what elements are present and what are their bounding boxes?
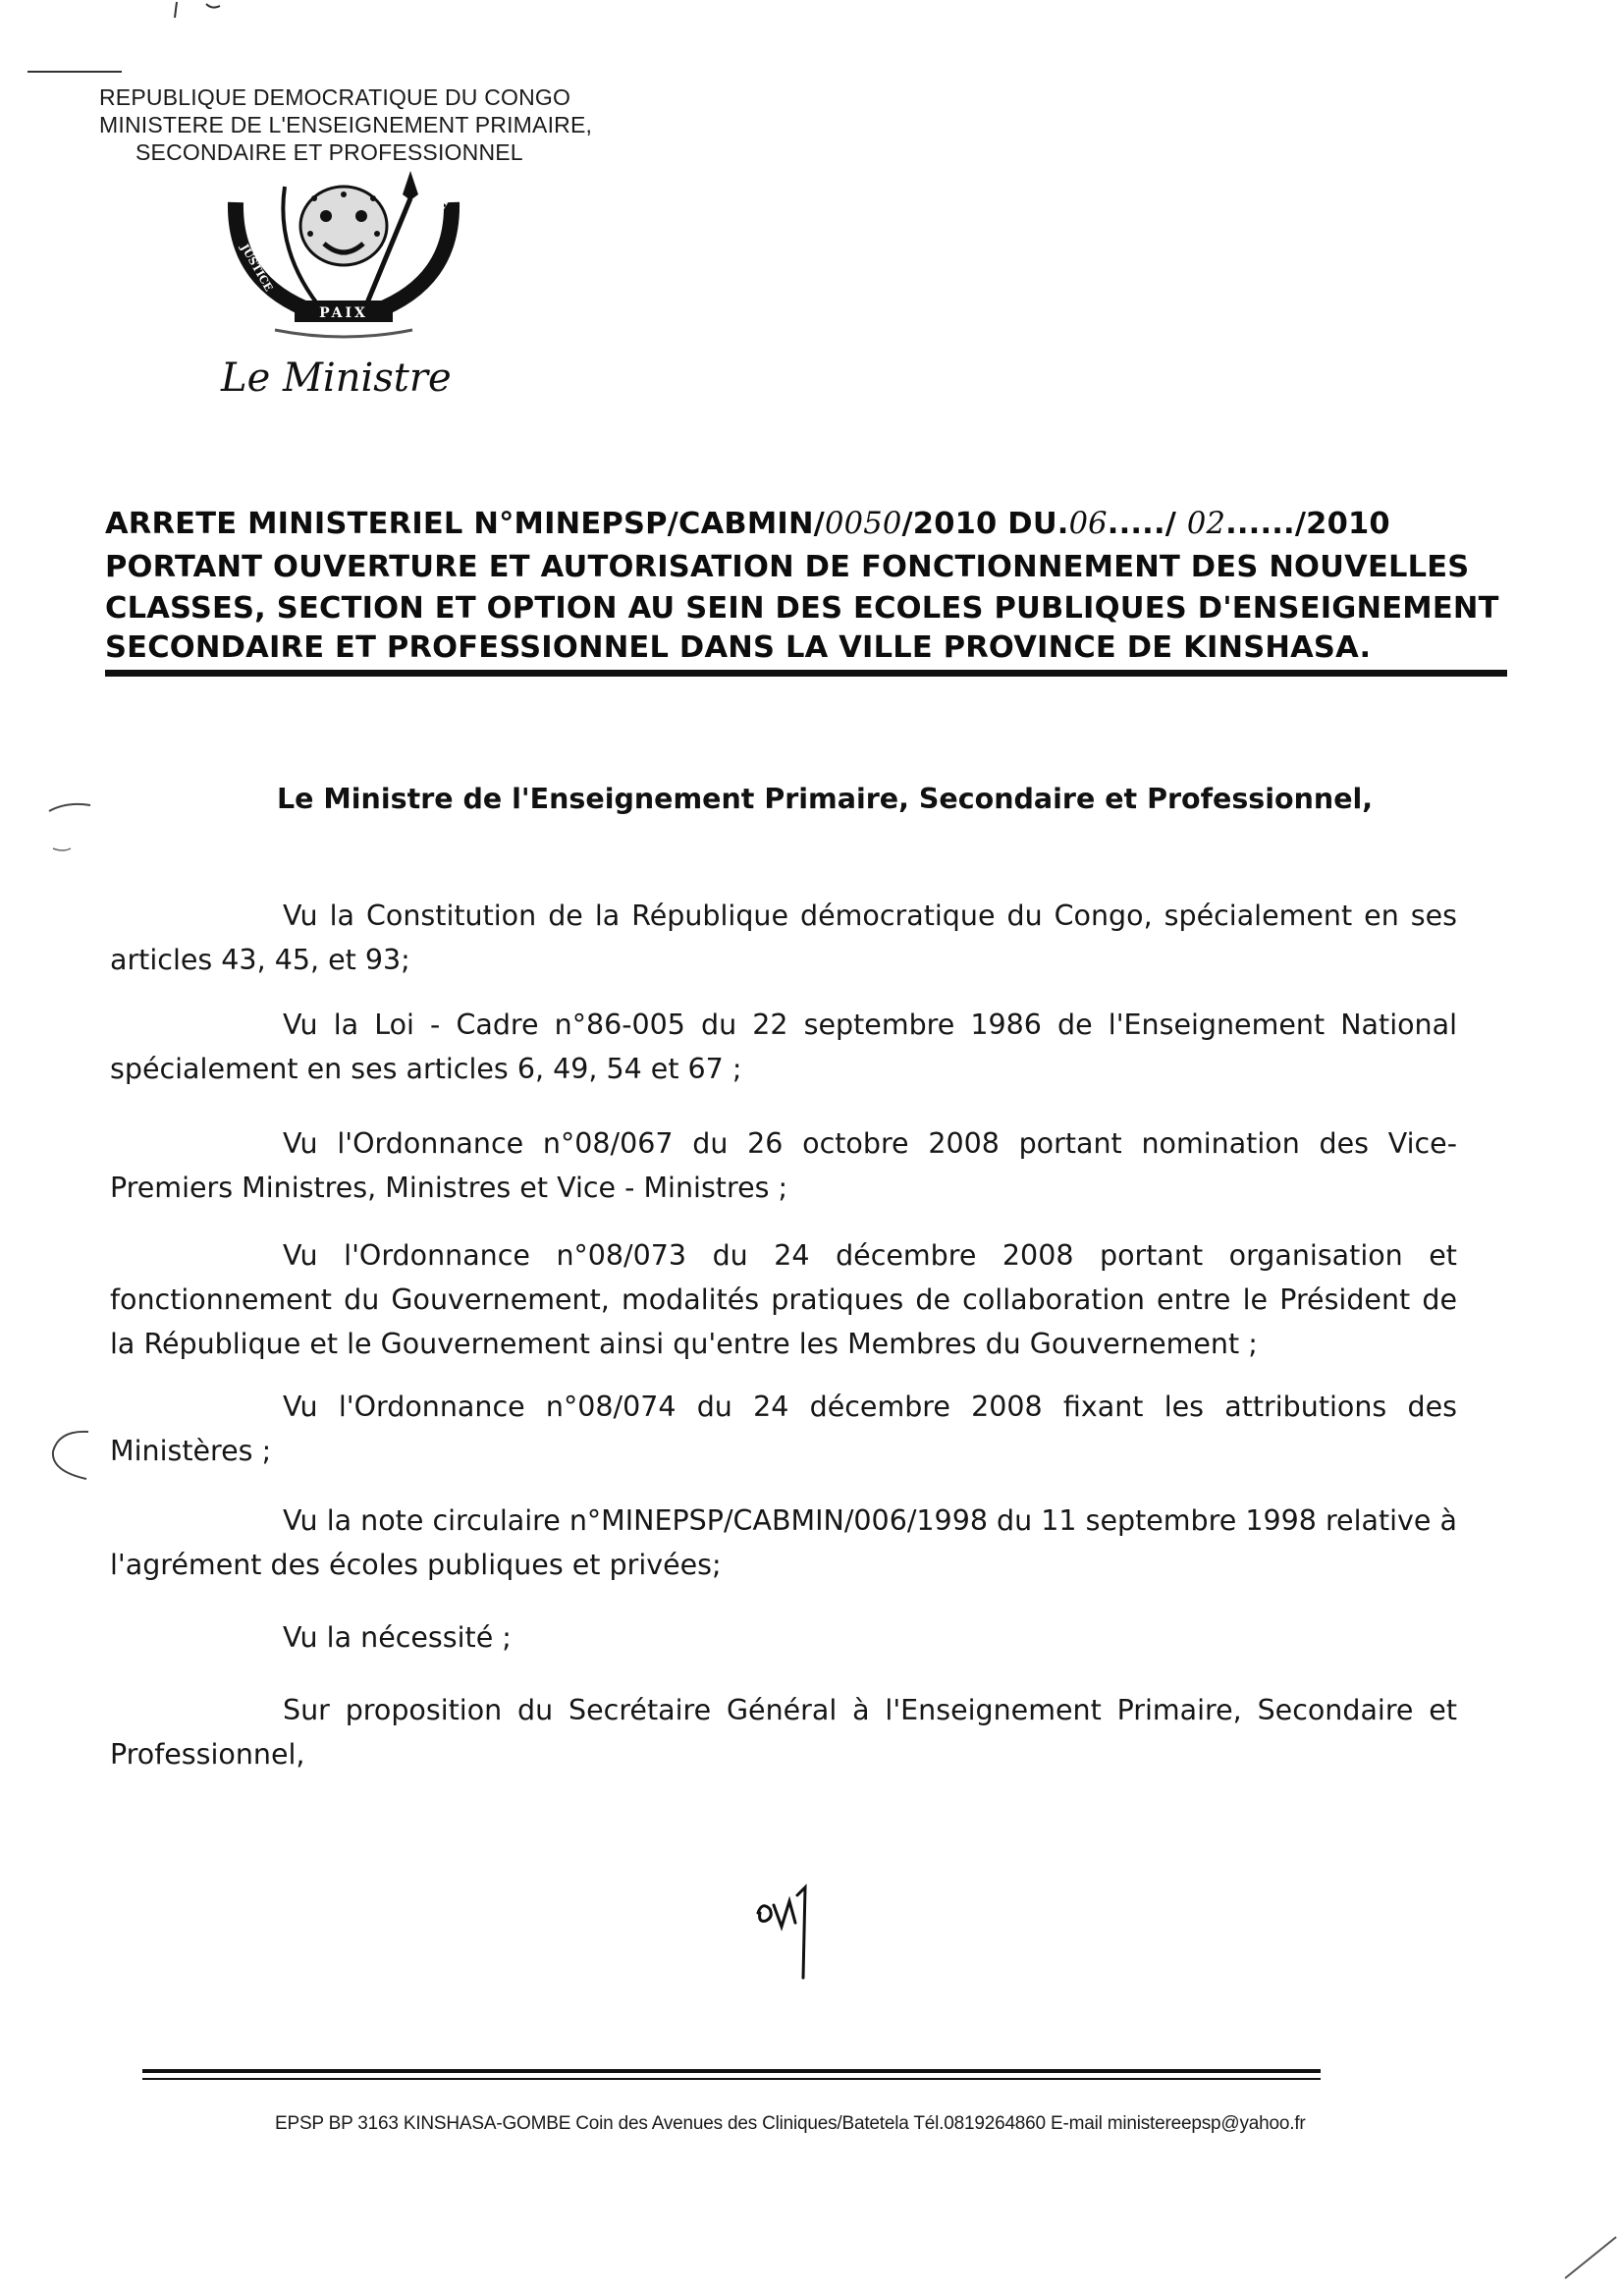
visa-paragraph-5: Vu l'Ordonnance n°08/074 du 24 décembre 2008 fixant les attributions des Ministères ; (110, 1391, 1457, 1467)
scan-mark-top (167, 0, 236, 22)
visa-paragraph-6: Vu la note circulaire n°MINEPSP/CABMIN/006/1998 du 11 septembre 1998 relative à l'agrément des écoles publiques et privées; (110, 1504, 1457, 1581)
visa-paragraph-1: Vu la Constitution de la République démocratique du Congo, spécialement en ses articles 43, 45, et 93; (110, 900, 1457, 976)
decree-month-handwritten: 02 (1186, 507, 1226, 541)
footer-address: EPSP BP 3163 KINSHASA-GOMBE Coin des Avenues des Cliniques/Batetela Tél.0819264860 E-mail ministereepsp@yahoo.fr (275, 2113, 1306, 2134)
margin-mark (39, 1422, 98, 1491)
decree-day-handwritten: 06 (1068, 507, 1108, 541)
decree-prefix: ARRETE MINISTERIEL N°MINEPSP/CABMIN/ (105, 507, 826, 541)
scan-mark-bottom (1561, 2229, 1620, 2288)
footer-rule-thin (142, 2078, 1321, 2080)
margin-mark (39, 797, 98, 856)
leopard-head-icon (300, 187, 387, 265)
ministry-name: MINISTERE DE L'ENSEIGNEMENT PRIMAIRE, (99, 112, 593, 137)
footer-rule (142, 2069, 1321, 2073)
decree-title-line-1 (105, 507, 1390, 541)
scan-mark (27, 71, 122, 73)
decree-number-handwritten: 0050 (825, 507, 902, 541)
visa-paragraph-8: Sur proposition du Secrétaire Général à l'Enseignement Primaire, Secondaire et Professionnel, (110, 1694, 1457, 1771)
visa-paragraph-2: Vu la Loi - Cadre n°86-005 du 22 septembre 1986 de l'Enseignement National spécialement en ses articles 6, 49, 54 et 67 ; (110, 1009, 1457, 1085)
decree-year: ....../2010 (1225, 507, 1390, 541)
visa-paragraph-7: Vu la nécessité ; (283, 1621, 512, 1654)
visa-paragraph-4: Vu l'Ordonnance n°08/073 du 24 décembre 2008 portant organisation et fonctionnement du Gouvernement, modalités pratiques de collaboration entre le Président de la République et le Gouvernement ainsi qu'entre les Membres du Gouvernement ; (110, 1239, 1457, 1360)
title-underline (105, 670, 1507, 677)
coat-of-arms-emblem (216, 165, 471, 342)
date-separator: ...../ (1107, 507, 1187, 541)
decree-title-line-4: SECONDAIRE ET PROFESSIONNEL DANS LA VILLE PROVINCE DE KINSHASA. (105, 630, 1372, 665)
decree-year-du: /2010 DU. (901, 507, 1069, 541)
visa-paragraph-3: Vu l'Ordonnance n°08/067 du 26 octobre 2008 portant nomination des Vice-Premiers Ministres, Ministres et Vice - Ministres ; (110, 1127, 1457, 1204)
svg-text:JUSTICE: JUSTICE (238, 242, 276, 294)
handwritten-initials (752, 1883, 821, 1982)
country-name: REPUBLIQUE DEMOCRATIQUE DU CONGO (99, 84, 571, 110)
minister-signature-label: Le Ministre (221, 355, 452, 401)
minister-heading: Le Ministre de l'Enseignement Primaire, Secondaire et Professionnel, (277, 783, 1374, 815)
decree-title-line-3: CLASSES, SECTION ET OPTION AU SEIN DES ECOLES PUBLIQUES D'ENSEIGNEMENT (105, 591, 1499, 626)
ministry-name-cont: SECONDAIRE ET PROFESSIONNEL (135, 139, 523, 165)
svg-text:TRAVAIL: TRAVAIL (412, 194, 453, 247)
svg-text:PAIX: PAIX (319, 305, 368, 321)
decree-title-line-2: PORTANT OUVERTURE ET AUTORISATION DE FONCTIONNEMENT DES NOUVELLES (105, 550, 1470, 584)
